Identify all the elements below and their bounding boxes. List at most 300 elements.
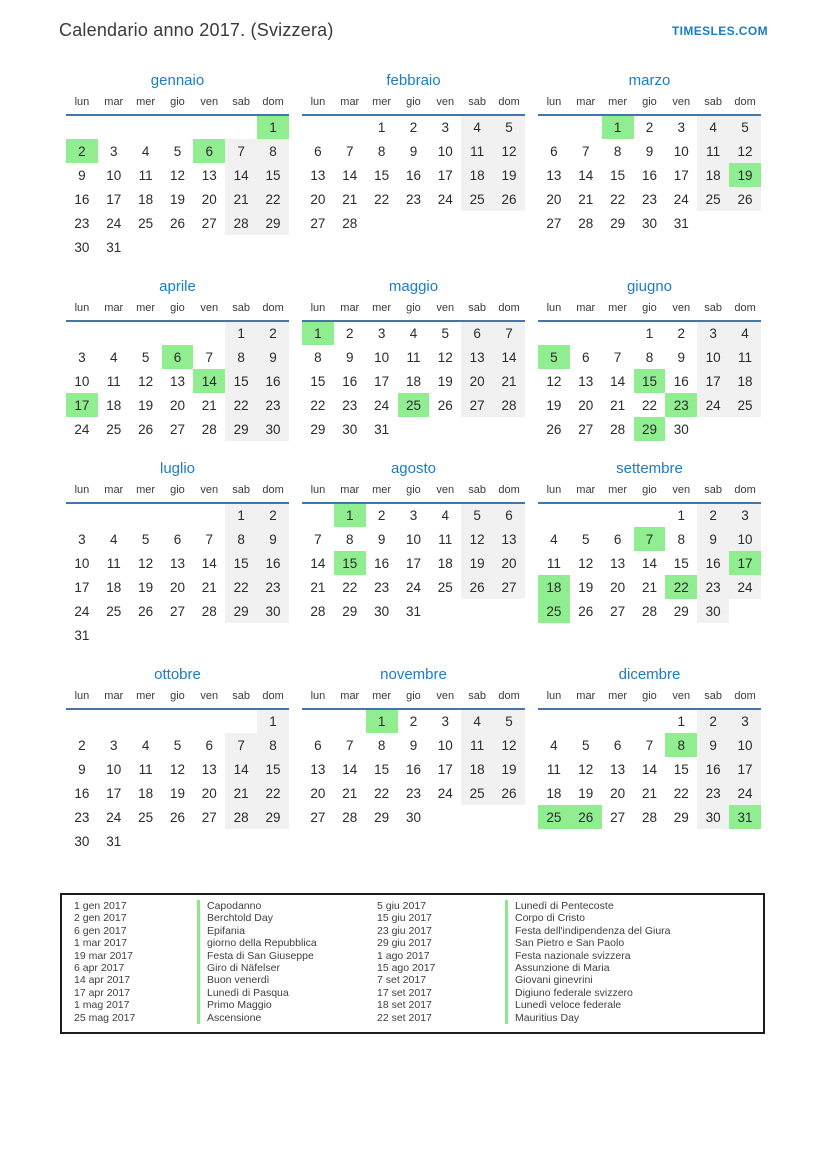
legend-date: 25 mag 2017	[74, 1011, 136, 1024]
day-cell: 29	[310, 421, 326, 437]
weekday-header: gio	[398, 688, 430, 709]
day-cell: 19	[578, 785, 594, 801]
day-cell: 20	[169, 397, 185, 413]
weekday-header: mar	[98, 94, 130, 115]
day-cell: 29	[225, 599, 257, 623]
day-cell: 7	[493, 321, 525, 345]
day-cell: 10	[405, 531, 421, 547]
day-cell: 23	[74, 215, 90, 231]
empty-cell	[98, 709, 130, 733]
day-cell: 7	[225, 139, 257, 163]
day-cell: 8	[257, 139, 289, 163]
empty-cell	[493, 211, 525, 235]
day-cell: 16	[374, 555, 390, 571]
day-cell: 3	[729, 503, 761, 527]
day-cell: 31	[374, 421, 390, 437]
day-cell: 5	[493, 115, 525, 139]
day-cell: 24	[74, 603, 90, 619]
empty-cell	[225, 709, 257, 733]
holiday-cell: 1	[257, 115, 289, 139]
month-title-gennaio[interactable]: gennaio	[150, 72, 205, 89]
day-cell: 12	[461, 527, 493, 551]
day-cell: 30	[697, 599, 729, 623]
day-cell: 17	[374, 373, 390, 389]
day-cell: 2	[409, 714, 418, 729]
weekday-header: gio	[634, 94, 666, 115]
day-cell: 5	[582, 737, 590, 753]
day-cell: 24	[374, 397, 390, 413]
day-cell: 9	[257, 345, 289, 369]
legend-holiday-name: Festa nazionale svizzera	[505, 950, 747, 962]
empty-cell	[193, 829, 225, 853]
weekday-header: mer	[130, 300, 162, 321]
day-cell: 20	[201, 191, 217, 207]
day-cell: 19	[138, 579, 154, 595]
legend-date: 1 ago 2017	[377, 949, 430, 962]
day-cell: 14	[342, 167, 358, 183]
month-table-giugno	[538, 300, 761, 441]
holiday-cell: 1	[366, 709, 398, 733]
weekday-header: dom	[257, 94, 289, 115]
holiday-cell: 14	[193, 369, 225, 393]
weekday-header: dom	[257, 688, 289, 709]
day-cell: 9	[346, 349, 354, 365]
day-cell: 24	[673, 191, 689, 207]
weekday-header: sab	[225, 688, 257, 709]
day-cell: 18	[138, 191, 154, 207]
month-dicembre	[538, 666, 761, 829]
weekday-header: sab	[225, 94, 257, 115]
day-cell: 27	[493, 575, 525, 599]
day-cell: 30	[405, 809, 421, 825]
weekday-header: sab	[697, 300, 729, 321]
legend-holiday-name: Assunzione di Maria	[505, 962, 747, 974]
holiday-cell: 26	[570, 805, 602, 829]
day-cell: 14	[641, 555, 657, 571]
day-cell: 10	[106, 761, 122, 777]
months-grid	[66, 72, 827, 853]
day-cell: 27	[201, 809, 217, 825]
day-cell: 5	[173, 737, 182, 753]
day-cell: 12	[493, 733, 525, 757]
day-cell: 21	[342, 191, 358, 207]
holiday-cell: 5	[538, 345, 570, 369]
day-cell: 28	[201, 603, 217, 619]
empty-cell	[66, 503, 98, 527]
day-cell: 26	[138, 603, 154, 619]
day-cell: 8	[613, 143, 622, 159]
brand-link[interactable]: TIMESLES.COM	[671, 24, 768, 38]
weekday-header: dom	[493, 482, 525, 503]
day-cell: 11	[729, 345, 761, 369]
day-cell: 22	[374, 191, 390, 207]
day-cell: 29	[673, 603, 689, 619]
empty-cell	[461, 599, 493, 623]
day-cell: 16	[342, 373, 358, 389]
day-cell: 7	[613, 349, 622, 365]
day-cell: 18	[405, 373, 421, 389]
day-cell: 1	[225, 503, 257, 527]
month-table-marzo	[538, 94, 761, 235]
month-title-luglio[interactable]: luglio	[159, 460, 196, 477]
weekday-header: dom	[729, 94, 761, 115]
day-cell: 9	[377, 531, 386, 547]
day-cell: 26	[138, 421, 154, 437]
day-cell: 14	[641, 761, 657, 777]
day-cell: 26	[729, 187, 761, 211]
day-cell: 12	[578, 761, 594, 777]
day-cell: 27	[546, 215, 562, 231]
empty-cell	[130, 115, 162, 139]
weekday-header: gio	[634, 300, 666, 321]
day-cell: 16	[641, 167, 657, 183]
day-cell: 28	[641, 809, 657, 825]
day-cell: 4	[550, 737, 558, 753]
day-cell: 3	[78, 531, 86, 547]
day-cell: 11	[106, 555, 121, 571]
day-cell: 28	[225, 211, 257, 235]
month-title-novembre[interactable]: novembre	[380, 666, 447, 683]
month-title-giugno[interactable]: giugno	[626, 278, 673, 295]
empty-cell	[193, 115, 225, 139]
weekday-header: mar	[334, 688, 366, 709]
day-cell: 16	[673, 373, 689, 389]
day-cell: 26	[169, 215, 185, 231]
day-cell: 5	[582, 531, 590, 547]
day-cell: 17	[729, 757, 761, 781]
weekday-header: sab	[697, 482, 729, 503]
day-cell: 27	[578, 421, 594, 437]
weekday-header: mer	[366, 688, 398, 709]
day-cell: 21	[342, 785, 358, 801]
day-cell: 22	[225, 575, 257, 599]
day-cell: 21	[641, 785, 657, 801]
weekday-header: mar	[334, 300, 366, 321]
empty-cell	[729, 599, 761, 623]
weekday-header: dom	[257, 482, 289, 503]
weekday-header: ven	[193, 94, 225, 115]
empty-cell	[398, 417, 430, 441]
holiday-cell: 15	[334, 551, 366, 575]
empty-cell	[538, 321, 570, 345]
day-cell: 23	[697, 781, 729, 805]
weekday-header: sab	[697, 94, 729, 115]
day-cell: 28	[310, 603, 326, 619]
empty-cell	[334, 709, 366, 733]
empty-cell	[66, 709, 98, 733]
day-cell: 19	[437, 373, 453, 389]
day-cell: 17	[106, 785, 122, 801]
day-cell: 20	[546, 191, 562, 207]
empty-cell	[538, 709, 570, 733]
day-cell: 13	[578, 373, 594, 389]
day-cell: 19	[461, 551, 493, 575]
day-cell: 17	[405, 555, 421, 571]
legend-date: 1 gen 2017	[74, 900, 127, 912]
day-cell: 7	[314, 531, 322, 547]
weekday-header: ven	[429, 482, 461, 503]
day-cell: 7	[346, 143, 354, 159]
day-cell: 14	[310, 555, 326, 571]
empty-cell	[538, 503, 570, 527]
empty-cell	[225, 829, 257, 853]
day-cell: 30	[74, 239, 90, 255]
empty-cell	[162, 623, 194, 647]
day-cell: 12	[169, 167, 185, 183]
day-cell: 29	[374, 809, 390, 825]
day-cell: 1	[645, 326, 654, 341]
day-cell: 10	[729, 733, 761, 757]
day-cell: 2	[677, 326, 686, 341]
day-cell: 6	[550, 143, 558, 159]
weekday-header: mer	[602, 94, 634, 115]
empty-cell	[461, 211, 493, 235]
day-cell: 25	[437, 579, 453, 595]
day-cell: 22	[641, 397, 657, 413]
day-cell: 10	[74, 373, 90, 389]
legend-date: 1 mag 2017	[74, 999, 130, 1012]
holiday-cell: 25	[538, 805, 570, 829]
day-cell: 14	[201, 555, 217, 571]
page-title: Calendario anno 2017. (Svizzera)	[59, 20, 334, 40]
day-cell: 19	[169, 191, 185, 207]
legend-holiday-name: Festa dell'indipendenza del Giura	[505, 925, 747, 937]
month-table-settembre	[538, 482, 761, 623]
month-gennaio	[66, 72, 289, 259]
weekday-header: mar	[98, 300, 130, 321]
day-cell: 26	[493, 781, 525, 805]
month-title-dicembre[interactable]: dicembre	[618, 666, 681, 683]
weekday-header: mer	[366, 94, 398, 115]
weekday-header: gio	[398, 94, 430, 115]
legend-holiday-name: Giro di Näfelser	[197, 962, 369, 974]
legend-date: 5 giu 2017	[377, 900, 427, 912]
weekday-header: ven	[665, 688, 697, 709]
day-cell: 31	[106, 239, 122, 255]
day-cell: 14	[493, 345, 525, 369]
day-cell: 15	[374, 761, 390, 777]
legend-holiday-name: San Pietro e San Paolo	[505, 937, 747, 949]
day-cell: 4	[461, 709, 493, 733]
holiday-cell: 29	[634, 417, 666, 441]
day-cell: 2	[645, 120, 654, 135]
day-cell: 6	[314, 737, 322, 753]
day-cell: 26	[169, 809, 185, 825]
weekday-header: lun	[66, 300, 98, 321]
month-title-aprile[interactable]: aprile	[159, 278, 196, 295]
weekday-header: mer	[130, 94, 162, 115]
day-cell: 18	[546, 785, 562, 801]
day-cell: 17	[673, 167, 689, 183]
day-cell: 12	[729, 139, 761, 163]
day-cell: 28	[578, 215, 594, 231]
day-cell: 22	[310, 397, 326, 413]
day-cell: 14	[225, 163, 257, 187]
month-maggio	[302, 278, 525, 441]
day-cell: 3	[441, 714, 450, 729]
day-cell: 15	[225, 369, 257, 393]
weekday-header: dom	[493, 688, 525, 709]
day-cell: 19	[578, 579, 594, 595]
empty-cell	[98, 503, 130, 527]
day-cell: 25	[461, 781, 493, 805]
day-cell: 19	[546, 397, 562, 413]
legend-date: 6 gen 2017	[74, 924, 127, 937]
day-cell: 11	[546, 761, 561, 777]
weekday-header: mer	[130, 688, 162, 709]
day-cell: 13	[169, 555, 185, 571]
legend-date: 22 set 2017	[377, 1011, 432, 1024]
day-cell: 31	[74, 627, 90, 643]
month-title-ottobre[interactable]: ottobre	[154, 666, 201, 683]
legend-holiday-name: Lunedì di Pentecoste	[505, 900, 747, 912]
holiday-cell: 1	[302, 321, 334, 345]
weekday-header: mar	[334, 482, 366, 503]
day-cell: 22	[610, 191, 626, 207]
weekday-header: lun	[66, 94, 98, 115]
day-cell: 15	[673, 761, 689, 777]
day-cell: 17	[106, 191, 122, 207]
day-cell: 22	[374, 785, 390, 801]
day-cell: 11	[138, 167, 153, 183]
month-table-maggio	[302, 300, 525, 441]
day-cell: 7	[346, 737, 354, 753]
day-cell: 9	[78, 167, 86, 183]
day-cell: 3	[697, 321, 729, 345]
day-cell: 14	[610, 373, 626, 389]
day-cell: 12	[493, 139, 525, 163]
day-cell: 16	[74, 191, 90, 207]
month-table-luglio	[66, 482, 289, 647]
day-cell: 11	[106, 373, 121, 389]
day-cell: 12	[169, 761, 185, 777]
day-cell: 8	[225, 527, 257, 551]
legend-date: 6 apr 2017	[74, 961, 125, 974]
day-cell: 15	[310, 373, 326, 389]
empty-cell	[66, 115, 98, 139]
weekday-header: lun	[66, 482, 98, 503]
day-cell: 30	[342, 421, 358, 437]
month-ottobre	[66, 666, 289, 853]
day-cell: 13	[461, 345, 493, 369]
day-cell: 30	[697, 805, 729, 829]
empty-cell	[130, 829, 162, 853]
day-cell: 13	[169, 373, 185, 389]
weekday-header: sab	[225, 482, 257, 503]
empty-cell	[570, 503, 602, 527]
weekday-header: lun	[302, 94, 334, 115]
day-cell: 21	[310, 579, 326, 595]
day-cell: 24	[106, 809, 122, 825]
weekday-header: ven	[193, 300, 225, 321]
weekday-header: ven	[429, 688, 461, 709]
weekday-header: dom	[729, 482, 761, 503]
day-cell: 3	[441, 120, 450, 135]
day-cell: 26	[461, 575, 493, 599]
day-cell: 25	[697, 187, 729, 211]
day-cell: 16	[405, 761, 421, 777]
day-cell: 25	[138, 809, 154, 825]
day-cell: 17	[697, 369, 729, 393]
month-title-febbraio[interactable]: febbraio	[386, 72, 441, 89]
day-cell: 5	[173, 143, 182, 159]
day-cell: 8	[225, 345, 257, 369]
day-cell: 22	[257, 187, 289, 211]
holiday-cell: 7	[634, 527, 666, 551]
day-cell: 8	[677, 531, 686, 547]
weekday-header: gio	[634, 482, 666, 503]
day-cell: 10	[729, 527, 761, 551]
legend-holiday-name: Primo Maggio	[197, 999, 369, 1011]
empty-cell	[729, 417, 761, 441]
weekday-header: gio	[162, 482, 194, 503]
day-cell: 20	[310, 785, 326, 801]
day-cell: 9	[409, 737, 418, 753]
empty-cell	[257, 829, 289, 853]
day-cell: 2	[697, 503, 729, 527]
legend-date: 18 set 2017	[377, 999, 432, 1012]
month-febbraio	[302, 72, 525, 235]
day-cell: 29	[673, 809, 689, 825]
month-title-settembre[interactable]: settembre	[616, 460, 683, 477]
weekday-header: gio	[398, 300, 430, 321]
day-cell: 24	[405, 579, 421, 595]
weekday-header: lun	[66, 688, 98, 709]
day-cell: 25	[106, 603, 122, 619]
weekday-header: gio	[634, 688, 666, 709]
day-cell: 29	[610, 215, 626, 231]
weekday-header: dom	[493, 94, 525, 115]
day-cell: 4	[441, 508, 450, 523]
month-luglio	[66, 460, 289, 647]
day-cell: 27	[310, 809, 326, 825]
day-cell: 18	[729, 369, 761, 393]
legend-date: 15 ago 2017	[377, 961, 436, 974]
day-cell: 18	[697, 163, 729, 187]
day-cell: 22	[257, 781, 289, 805]
day-cell: 24	[437, 191, 453, 207]
day-cell: 15	[225, 551, 257, 575]
day-cell: 29	[342, 603, 358, 619]
month-title-marzo[interactable]: marzo	[628, 72, 671, 89]
month-title-maggio[interactable]: maggio	[388, 278, 439, 295]
day-cell: 9	[257, 527, 289, 551]
holiday-legend	[60, 893, 765, 1034]
weekday-header: dom	[257, 300, 289, 321]
day-cell: 13	[546, 167, 562, 183]
month-title-agosto[interactable]: agosto	[390, 460, 437, 477]
day-cell: 30	[374, 603, 390, 619]
weekday-header: sab	[461, 94, 493, 115]
day-cell: 4	[550, 531, 558, 547]
day-cell: 24	[106, 215, 122, 231]
day-cell: 21	[578, 191, 594, 207]
day-cell: 24	[729, 575, 761, 599]
holiday-cell: 19	[729, 163, 761, 187]
month-table-gennaio	[66, 94, 289, 259]
holiday-cell: 6	[193, 139, 225, 163]
empty-cell	[697, 417, 729, 441]
day-cell: 9	[78, 761, 86, 777]
empty-cell	[570, 321, 602, 345]
day-cell: 2	[377, 508, 386, 523]
day-cell: 19	[169, 785, 185, 801]
day-cell: 9	[697, 733, 729, 757]
legend-date: 15 giu 2017	[377, 912, 432, 925]
empty-cell	[193, 503, 225, 527]
weekday-header: mer	[602, 482, 634, 503]
day-cell: 9	[645, 143, 654, 159]
